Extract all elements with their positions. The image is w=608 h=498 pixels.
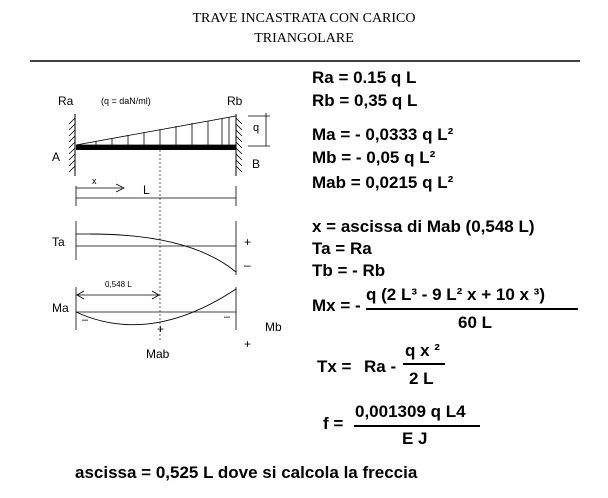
formula-f-numerator: 0,001309 q L4 xyxy=(355,402,466,421)
formula-ma: Ma = - 0,0333 q L² xyxy=(312,125,454,144)
formula-tx-denominator: 2 L xyxy=(409,369,434,388)
label-l: L xyxy=(143,183,150,197)
label-0548l: 0,548 L xyxy=(105,280,132,289)
formula-ra: Ra = 0.15 q L xyxy=(312,68,417,87)
label-ta: Ta xyxy=(52,235,65,249)
formula-f-lhs: f = xyxy=(323,414,344,433)
formula-mx-fraction-bar xyxy=(366,308,578,310)
label-mab: Mab xyxy=(146,347,170,361)
formula-mb: Mb = - 0,05 q L² xyxy=(312,148,436,167)
beam xyxy=(76,145,236,150)
formula-ta: Ta = Ra xyxy=(312,239,372,258)
moment-minus-right: – xyxy=(224,311,231,323)
formula-x-definition: x = ascissa di Mab (0,548 L) xyxy=(312,217,535,236)
formula-mab: Mab = 0,0215 q L² xyxy=(312,173,454,192)
formula-mx-lhs: Mx = - xyxy=(312,296,361,315)
shear-plus-sign: + xyxy=(244,235,252,249)
left-fixed-support xyxy=(69,114,75,176)
mb-plus-sign: + xyxy=(244,337,252,351)
title-line-1: TRAVE INCASTRATA CON CARICO xyxy=(192,11,416,26)
moment-plus-sign: + xyxy=(157,322,165,336)
shear-minus-sign: – xyxy=(244,258,251,272)
deflection-abscissa-note: ascissa = 0,525 L dove si calcola la freccia xyxy=(75,463,418,482)
moment-diagram xyxy=(76,287,236,330)
label-x: x xyxy=(92,176,97,186)
label-ra: Ra xyxy=(58,94,74,108)
label-mb: Mb xyxy=(265,320,282,334)
formula-tx-lhs: Tx = xyxy=(317,357,352,376)
formula-mx-numerator: q (2 L³ - 9 L² x + 10 x ³) xyxy=(366,285,546,304)
formula-tb: Tb = - Rb xyxy=(312,261,386,280)
title-line-2: TRIANGOLARE xyxy=(254,31,354,46)
formula-tx-ra: Ra - xyxy=(364,357,397,376)
label-b: B xyxy=(252,157,261,171)
shear-diagram xyxy=(76,221,236,275)
formula-mx-denominator: 60 L xyxy=(458,313,493,332)
formula-tx-fraction-bar xyxy=(403,363,445,365)
triangular-load xyxy=(76,116,236,145)
moment-minus-left: – xyxy=(82,314,89,326)
label-a: A xyxy=(52,150,61,164)
formula-rb: Rb = 0,35 q L xyxy=(312,91,418,110)
label-rb: Rb xyxy=(227,94,243,108)
label-q: q xyxy=(253,122,260,134)
formula-tx-numerator: q x ² xyxy=(405,341,440,360)
formula-f-denominator: E J xyxy=(402,429,428,448)
right-fixed-support xyxy=(236,114,242,176)
formula-f-fraction-bar xyxy=(354,425,480,427)
label-load: (q = daN/ml) xyxy=(101,96,151,106)
label-ma: Ma xyxy=(52,301,69,315)
